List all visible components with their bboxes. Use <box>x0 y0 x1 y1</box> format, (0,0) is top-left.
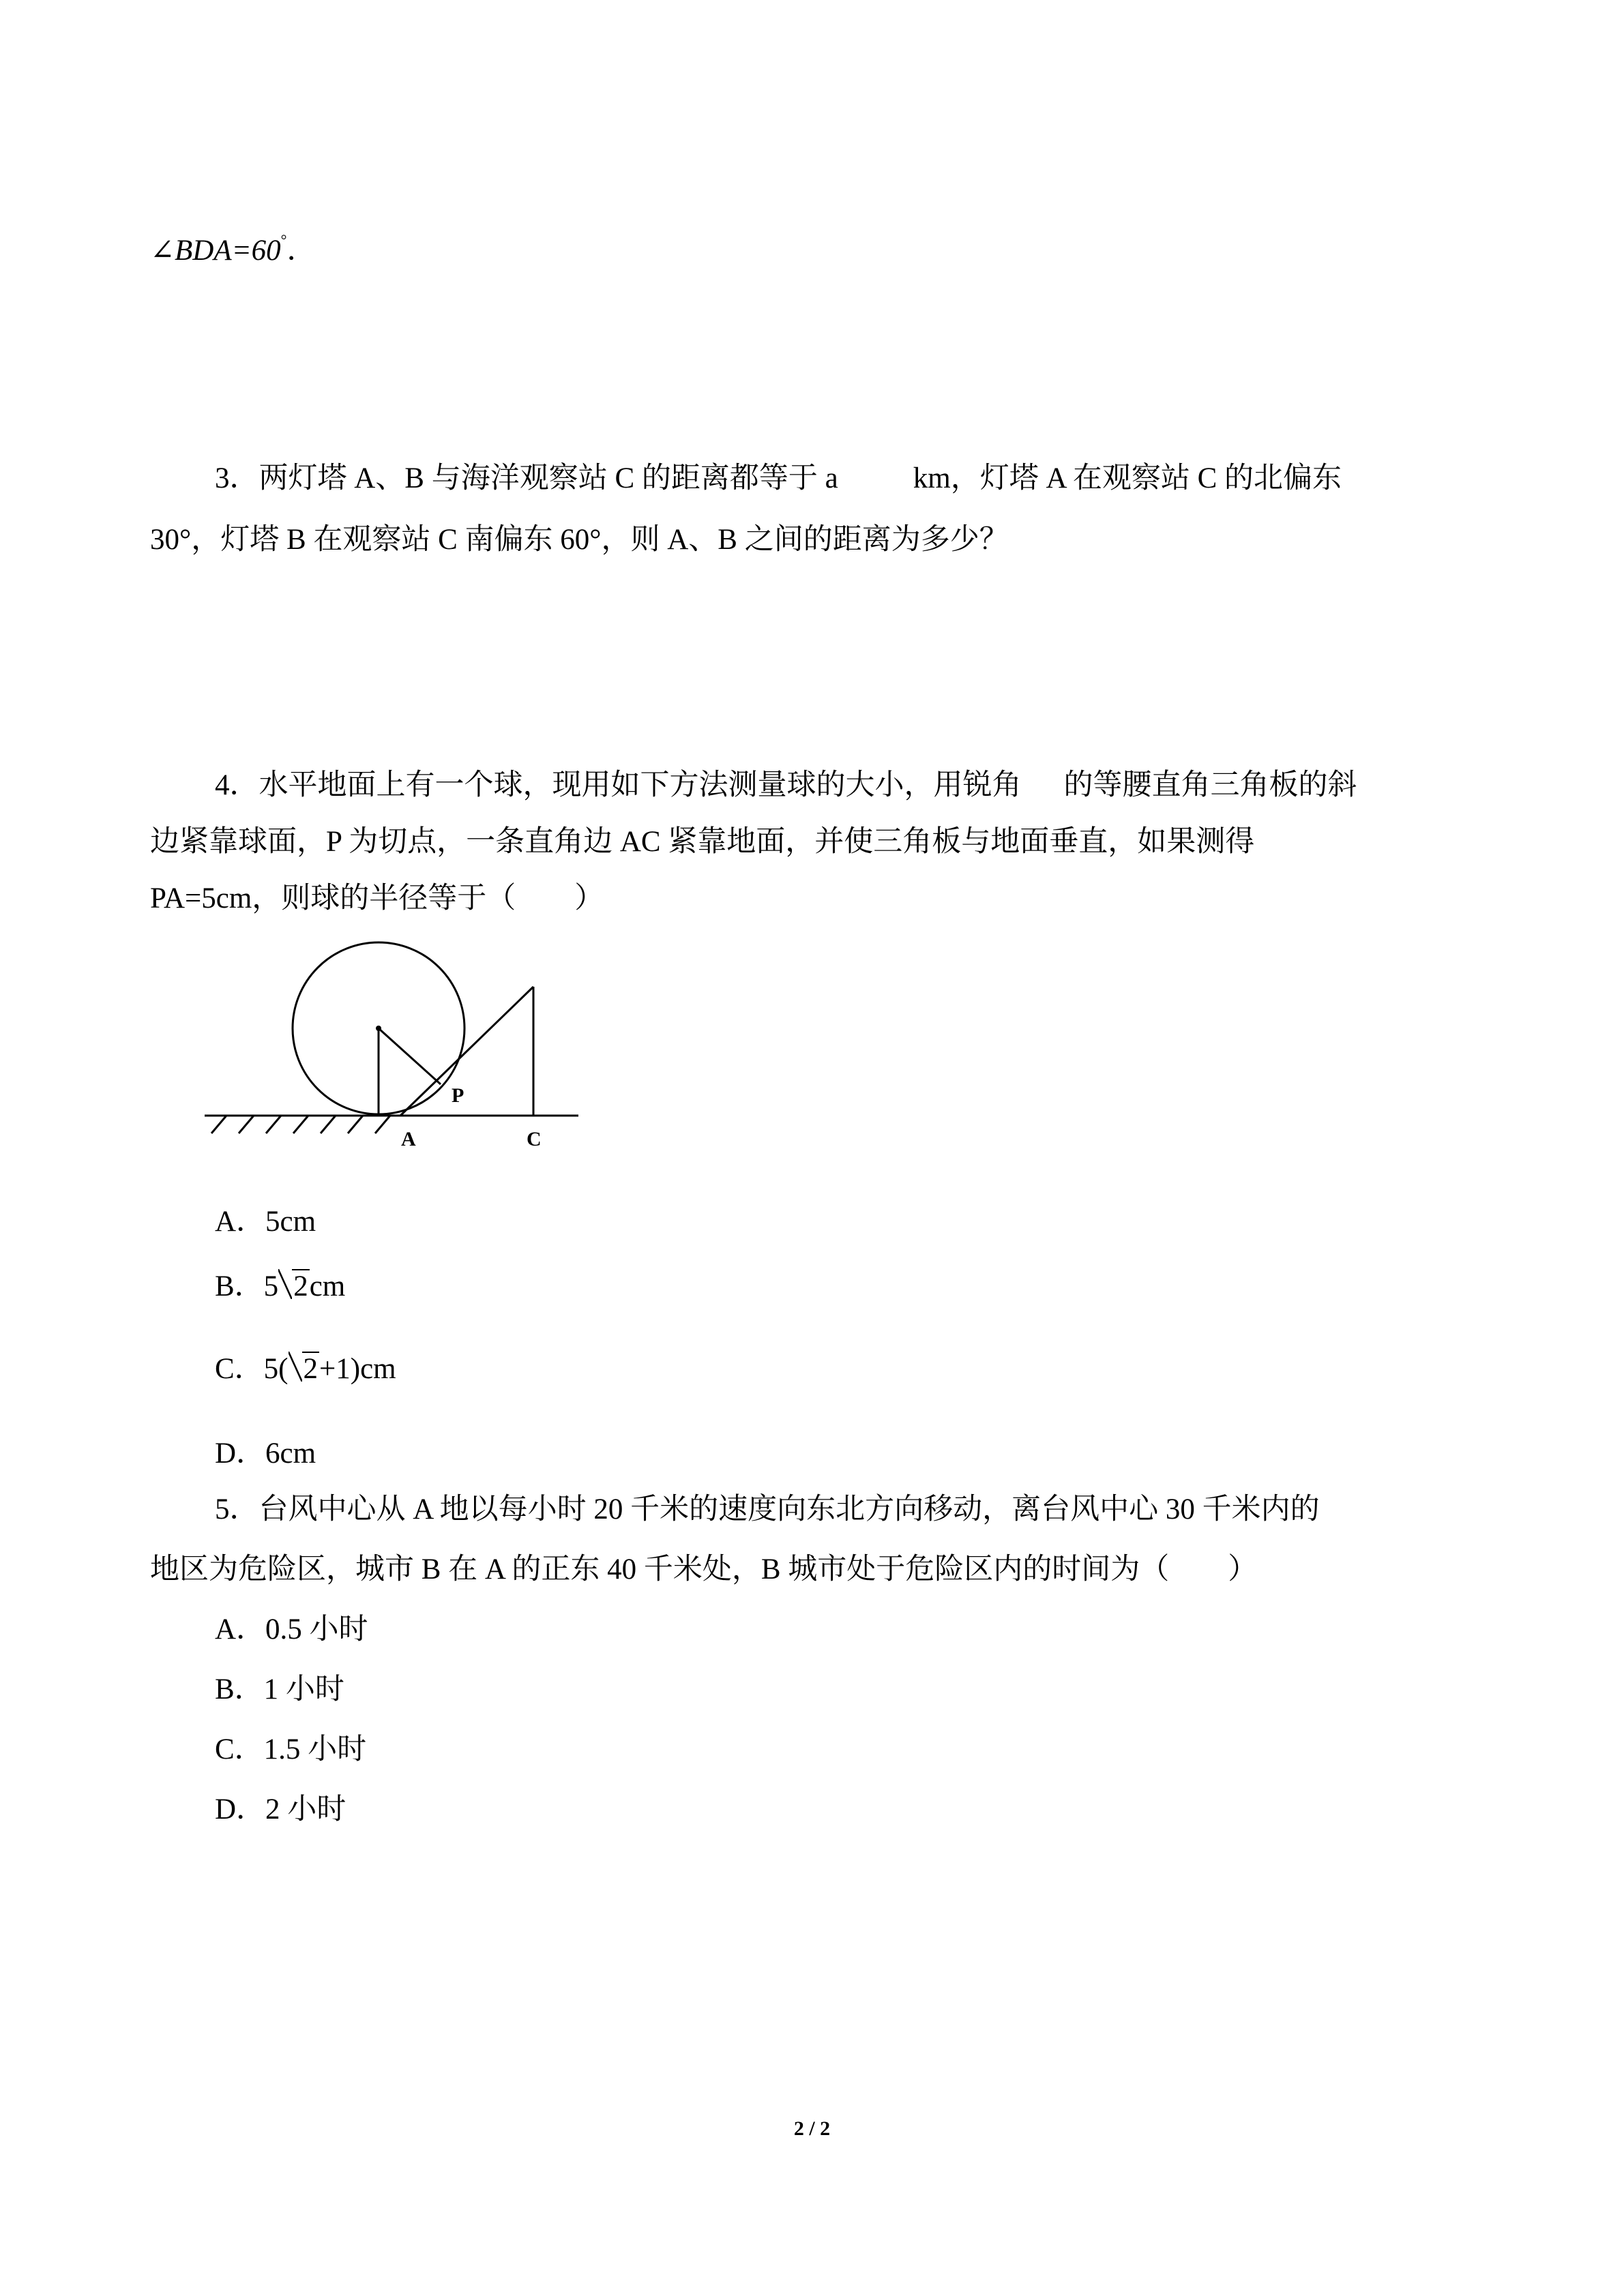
angle-statement <box>150 220 316 271</box>
triangle-hypotenuse <box>400 987 533 1116</box>
sqrt-symbol: 2 <box>289 1349 320 1390</box>
q4-option-d: D．6cm <box>215 1437 316 1470</box>
q3-text-b: km，灯塔 A 在观察站 C 的北偏东 <box>913 462 1342 494</box>
q4-line-2: 边紧靠球面，P 为切点，一条直角边 AC 紧靠地面，并使三角板与地面垂直，如果测得 <box>150 826 1255 858</box>
q5-option-a: A．0.5 小时 <box>215 1613 368 1645</box>
ball-triangle-figure <box>205 941 587 1159</box>
period: ． <box>286 235 316 267</box>
q4-line-3: PA=5cm，则球的半径等于（ ） <box>150 882 604 914</box>
q3-line-2: 30°，灯塔 B 在观察站 C 南偏东 60°，则 A、B 之间的距离为多少？ <box>150 524 1009 556</box>
sqrt-symbol: 2 <box>278 1266 310 1307</box>
q4-text-b: 的等腰直角三角板的斜 <box>1063 769 1357 801</box>
q5-option-b: B．1 小时 <box>215 1673 344 1705</box>
q4-option-c: C．5( 2+1)cm <box>215 1349 396 1390</box>
label-c: C <box>527 1128 542 1150</box>
q5-line-2: 地区为危险区，城市 B 在 A 的正东 40 千米处，B 城市处于危险区内的时间为（ ） <box>150 1553 1258 1585</box>
q3-text-a: 3．两灯塔 A、B 与海洋观察站 C 的距离都等于 a <box>215 462 838 494</box>
angle-label: ∠BDA=60 <box>150 235 281 267</box>
q5-option-d: D．2 小时 <box>215 1793 346 1825</box>
label-a: A <box>401 1128 416 1150</box>
q4-option-a: A．5cm <box>215 1206 316 1238</box>
q3-line-1 <box>215 458 1342 499</box>
ground-hatching <box>211 1116 390 1133</box>
q5-line-1: 5．台风中心从 A 地以每小时 20 千米的速度向东北方向移动，离台风中心 30 千米内的 <box>215 1493 1320 1525</box>
q4-line-1 <box>215 765 1357 806</box>
q4-text-a: 4．水平地面上有一个球，现用如下方法测量球的大小，用锐角 <box>215 769 1022 801</box>
degree-sign: ° <box>280 231 287 248</box>
page-number: 2 / 2 <box>793 2117 831 2140</box>
label-p: P <box>452 1084 464 1107</box>
q5-option-c: C．1.5 小时 <box>215 1733 367 1765</box>
radius-to-p <box>379 1028 441 1084</box>
q4-option-b: B．5 2cm <box>215 1266 345 1307</box>
